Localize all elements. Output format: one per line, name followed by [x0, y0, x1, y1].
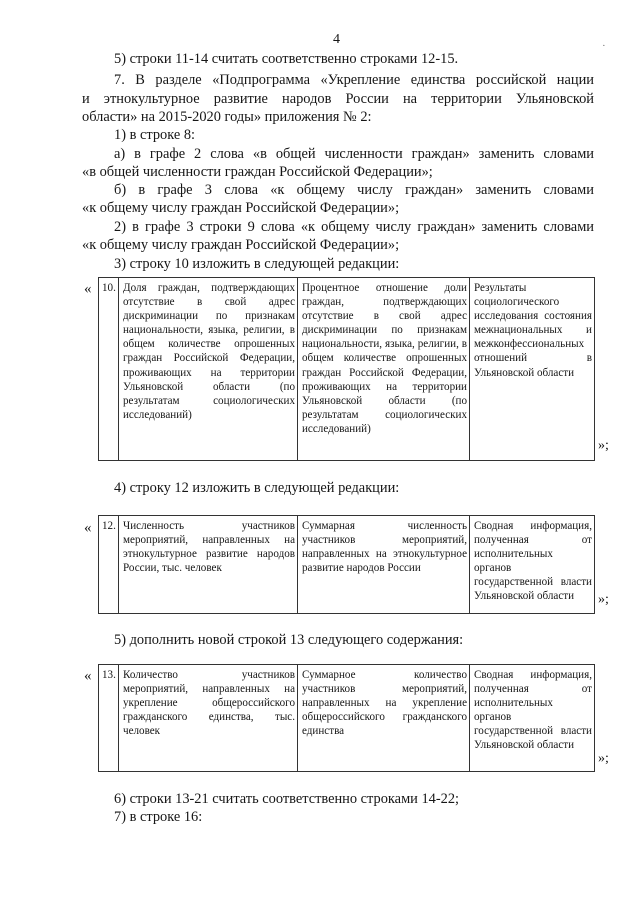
calculation-method-cell: Суммарное количество участников мероприятий, направленных на укрепление общероссийского гражданского единства	[298, 665, 470, 772]
quote-open-row-12: «	[84, 520, 92, 536]
paragraph-section-7-line3: области» на 2015-2020 годы» приложения № 2:	[82, 109, 372, 125]
paragraph-row-10-intro: 3) строку 10 изложить в следующей редакции:	[114, 256, 400, 272]
data-source-cell: Сводная информация, полученная от исполнительных органов государственной власти Ульяновской области	[470, 665, 595, 772]
paragraph-b-line2: «к общему числу граждан Российской Федерации»;	[82, 200, 400, 216]
paragraph-row-9-line2: «к общему числу граждан Российской Федерации»;	[82, 237, 400, 253]
corner-mark: ·	[602, 40, 606, 52]
indicator-name-cell: Доля граждан, подтверждающих отсутствие в свой адрес дискриминации по признакам национальности, языка, религии, в общем количестве опрошенных граждан Российской Федерации, проживающих на территории Ульяновской области (по результатам социологических исследований)	[119, 278, 298, 461]
page-number: 4	[333, 32, 340, 47]
quote-open-row-13: «	[84, 668, 92, 684]
table-row-12	[98, 515, 595, 614]
row-number-cell: 10.	[99, 278, 119, 461]
paragraph-b-line1: б) в графе 3 слова «к общему числу граждан» заменить словами	[114, 182, 594, 198]
quote-close-row-13: »;	[598, 751, 609, 766]
paragraph-section-7-line1: 7. В разделе «Подпрограмма «Укрепление единства российской нации	[114, 72, 594, 88]
row-number-cell: 13.	[99, 665, 119, 772]
quote-open-row-10: «	[84, 281, 92, 297]
calculation-method-cell: Суммарная численность участников мероприятий, направленных на этнокультурное развитие народов России	[298, 516, 470, 614]
quote-close-row-10: »;	[598, 438, 609, 453]
data-source-cell: Сводная информация, полученная от исполнительных органов государственной власти Ульяновской области	[470, 516, 595, 614]
paragraph-row-16: 7) в строке 16:	[114, 809, 203, 825]
data-source-cell: Результаты социологического исследования состояния межнациональных и межконфессиональных отношений в Ульяновской области	[470, 278, 595, 461]
paragraph-section-7-line2: и этнокультурное развитие народов России на территории Ульяновской	[82, 91, 594, 107]
indicator-name-cell: Количество участников мероприятий, направленных на укрепление общероссийского гражданского единства, тыс. человек	[119, 665, 298, 772]
row-number-cell: 12.	[99, 516, 119, 614]
indicator-name-cell: Численность участников мероприятий, направленных на этнокультурное развитие народов России, тыс. человек	[119, 516, 298, 614]
paragraph-rows-shift-13-21: 6) строки 13-21 считать соответственно строками 14-22;	[114, 791, 460, 807]
paragraph-row-9-line1: 2) в графе 3 строки 9 слова «к общему числу граждан» заменить словами	[114, 219, 594, 235]
paragraph-new-row-13-intro: 5) дополнить новой строкой 13 следующего содержания:	[114, 632, 464, 648]
quote-close-row-12: »;	[598, 592, 609, 607]
paragraph-a-line2: «в общей численности граждан Российской Федерации»;	[82, 164, 433, 180]
paragraph-rows-shift-11-14: 5) строки 11-14 считать соответственно строками 12-15.	[114, 51, 459, 67]
table-row-10	[98, 277, 595, 461]
paragraph-a-line1: а) в графе 2 слова «в общей численности граждан» заменить словами	[114, 146, 594, 162]
table-row-13	[98, 664, 595, 772]
paragraph-row-12-intro: 4) строку 12 изложить в следующей редакции:	[114, 480, 400, 496]
paragraph-row-8: 1) в строке 8:	[114, 127, 196, 143]
calculation-method-cell: Процентное отношение доли граждан, подтверждающих отсутствие в свой адрес дискриминации по признакам национальности, языка, религии, в общем количестве опрошенных граждан Российской Федерации, проживающих на территории Ульяновской области (по результатам социологических исследований)	[298, 278, 470, 461]
